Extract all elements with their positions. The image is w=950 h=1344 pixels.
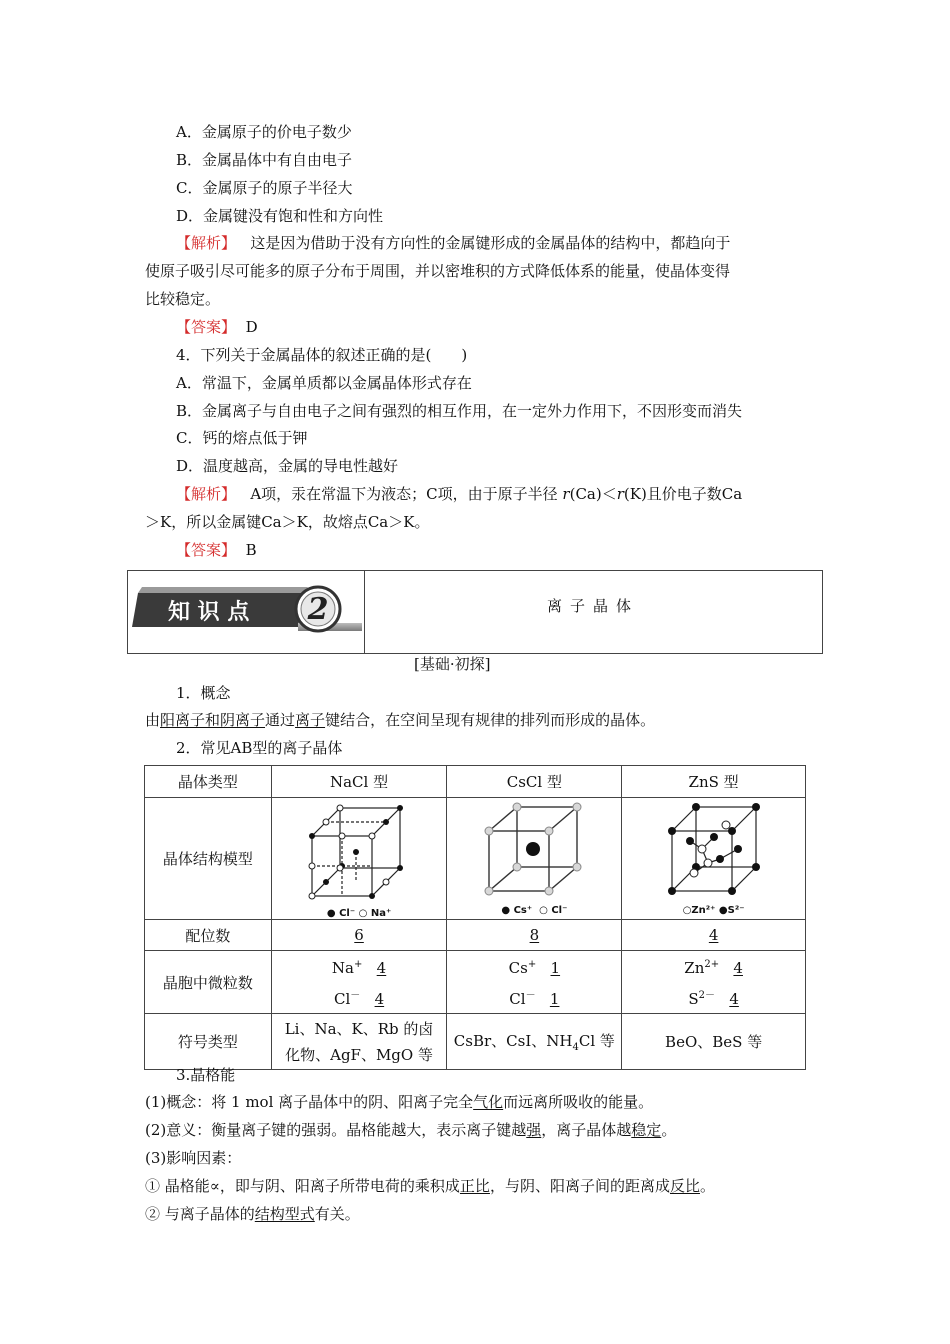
legend-label: S²⁻ <box>727 905 745 916</box>
q3-option-b: B．金属晶体中有自由电子 <box>176 151 353 169</box>
text: 由 <box>145 711 161 729</box>
text: 键结合，在空间呈现有规律的排列而形成的晶体。 <box>325 711 656 729</box>
badge-number: 2 <box>307 592 329 627</box>
header-cell: 晶体类型 <box>145 766 272 798</box>
analysis-text: 这是因为借助于没有方向性的金属键形成的金属晶体的结构中，都趋向于 <box>250 234 731 252</box>
banner-subtitle: [基础·初探] <box>414 655 491 673</box>
nacl-counts: Na+ 4 Cl－ 4 <box>271 951 447 1014</box>
knowledge-banner <box>127 570 823 654</box>
answer-tag: 【答案】 <box>176 318 237 336</box>
zns-structure-diagram <box>664 801 764 901</box>
q3-option-d: D．金属键没有饱和性和方向性 <box>176 207 384 225</box>
s1-paragraph <box>145 710 655 730</box>
nacl-symbol: Li、Na、K、Rb 的卤 化物、AgF、MgO 等 <box>271 1014 447 1070</box>
q3-option-a: A．金属原子的价电子数少 <box>176 123 352 141</box>
coord-value: 8 <box>529 926 540 944</box>
table-row-coord <box>145 920 806 951</box>
analysis-tag: 【解析】 <box>176 234 237 252</box>
badge-label: 知 识 点 <box>168 600 250 625</box>
analysis-tag: 【解析】 <box>176 485 237 503</box>
s2-heading: 2．常见AB型的离子晶体 <box>176 739 343 757</box>
nacl-coord <box>271 920 447 951</box>
cscl-structure-diagram <box>479 801 589 901</box>
nacl-model-cell <box>271 798 447 920</box>
s3-p4: ① 晶格能∝，即与阴、阳离子所带电荷的乘积成正比，与阴、阳离子间的距离成反比。 <box>145 1177 715 1195</box>
answer-value: B <box>245 541 257 559</box>
underlined-term: 阳离子和阴离子 <box>160 711 266 729</box>
nacl-structure-diagram <box>304 798 414 908</box>
table-row-model <box>145 798 806 920</box>
row-label: 晶胞中微粒数 <box>145 951 272 1014</box>
s3-p3: (3)影响因素： <box>145 1149 242 1167</box>
s3-heading: 3.晶格能 <box>176 1066 236 1084</box>
underlined-term: 结构型式 <box>254 1205 315 1223</box>
coord-value: 4 <box>708 926 719 944</box>
cscl-symbol: CsBr、CsI、$NH_4Cl$ 等 <box>447 1014 622 1070</box>
q3-answer <box>176 317 258 337</box>
underlined-term: 强 <box>526 1121 542 1139</box>
s1-heading: 1．概念 <box>176 684 231 702</box>
q4-analysis-line1 <box>176 484 742 504</box>
zns-coord <box>622 920 806 951</box>
underlined-term: 稳定 <box>631 1121 662 1139</box>
s3-p2: (2)意义：衡量离子键的强弱。晶格能越大，表示离子键越强，离子晶体越稳定。 <box>145 1121 677 1139</box>
table-header-row <box>145 766 806 798</box>
cscl-model-cell <box>447 798 622 920</box>
answer-tag: 【答案】 <box>176 541 237 559</box>
knowledge-badge <box>128 571 365 653</box>
underlined-term: 反比 <box>669 1177 700 1195</box>
s3-p1: (1)概念：将 1 mol 离子晶体中的阴、阳离子完全气化而远离所吸收的能量。 <box>145 1093 654 1111</box>
legend-label: Cl⁻ <box>551 905 568 916</box>
row-label: 晶体结构模型 <box>145 798 272 920</box>
nacl-legend: ● Cl⁻ ○ Na⁺ <box>326 908 392 919</box>
cscl-legend: ● Cs⁺ ○ Cl⁻ <box>501 905 568 916</box>
q3-analysis-line1 <box>176 233 730 253</box>
knowledge-badge-graphic <box>128 571 364 653</box>
header-cell: CsCl 型 <box>447 766 622 798</box>
q3-option-c: C．金属原子的原子半径大 <box>176 179 353 197</box>
q4-option-c: C．钙的熔点低于钾 <box>176 429 308 447</box>
legend-label: Na⁺ <box>370 908 392 919</box>
q4-analysis-line2: ＞K，所以金属键Ca＞K，故熔点Ca＞K。 <box>145 513 430 531</box>
radius-symbol: r <box>616 485 624 503</box>
underlined-term: 离子 <box>295 711 326 729</box>
q4-answer <box>176 540 257 560</box>
coord-value: 6 <box>354 926 364 944</box>
cscl-coord <box>447 920 622 951</box>
zns-legend: ○Zn²⁺ ●S²⁻ <box>682 905 745 916</box>
legend-label: Zn²⁺ <box>691 905 716 916</box>
ca-radius: (Ca)＜ <box>569 485 617 503</box>
q3-analysis-line3: 比较稳定。 <box>145 290 221 308</box>
header-cell: NaCl 型 <box>271 766 447 798</box>
legend-label: Cl⁻ <box>339 908 356 919</box>
zns-model-cell <box>622 798 806 920</box>
analysis-text: A项，汞在常温下为液态；C项，由于原子半径 <box>250 485 558 503</box>
underlined-term: 正比 <box>459 1177 490 1195</box>
q4-stem: 4．下列关于金属晶体的叙述正确的是( ) <box>176 346 468 364</box>
zns-symbol: BeO、BeS 等 <box>622 1014 806 1070</box>
header-cell: ZnS 型 <box>622 766 806 798</box>
q4-option-b: B．金属离子与自由电子之间有强烈的相互作用，在一定外力作用下，不因形变而消失 <box>176 402 743 420</box>
s3-p5: ② 与离子晶体的结构型式有关。 <box>145 1205 360 1223</box>
k-radius: (K)且价电子数Ca <box>623 485 743 503</box>
text: 通过 <box>265 711 296 729</box>
underlined-term: 气化 <box>473 1093 504 1111</box>
banner-title: 离子晶体 <box>546 597 639 615</box>
legend-label: Cs⁺ <box>513 905 533 916</box>
crystal-table <box>144 765 806 1070</box>
row-label: 配位数 <box>145 920 272 951</box>
cscl-counts: Cs+ 1 Cl－ 1 <box>447 951 622 1014</box>
row-label: 符号类型 <box>145 1014 272 1070</box>
table-row-count <box>145 951 806 1014</box>
q3-analysis-line2: 使原子吸引尽可能多的原子分布于周围，并以密堆积的方式降低体系的能量，使晶体变得 <box>145 262 731 280</box>
q4-option-a: A．常温下，金属单质都以金属晶体形式存在 <box>176 374 472 392</box>
zns-counts: $Zn^{2+}$ 4 $S^{2-}$ 4 <box>622 951 806 1014</box>
answer-value: D <box>245 318 258 336</box>
q4-option-d: D．温度越高，金属的导电性越好 <box>176 457 399 475</box>
table-row-symbol <box>145 1014 806 1070</box>
radius-symbol: r <box>562 485 570 503</box>
